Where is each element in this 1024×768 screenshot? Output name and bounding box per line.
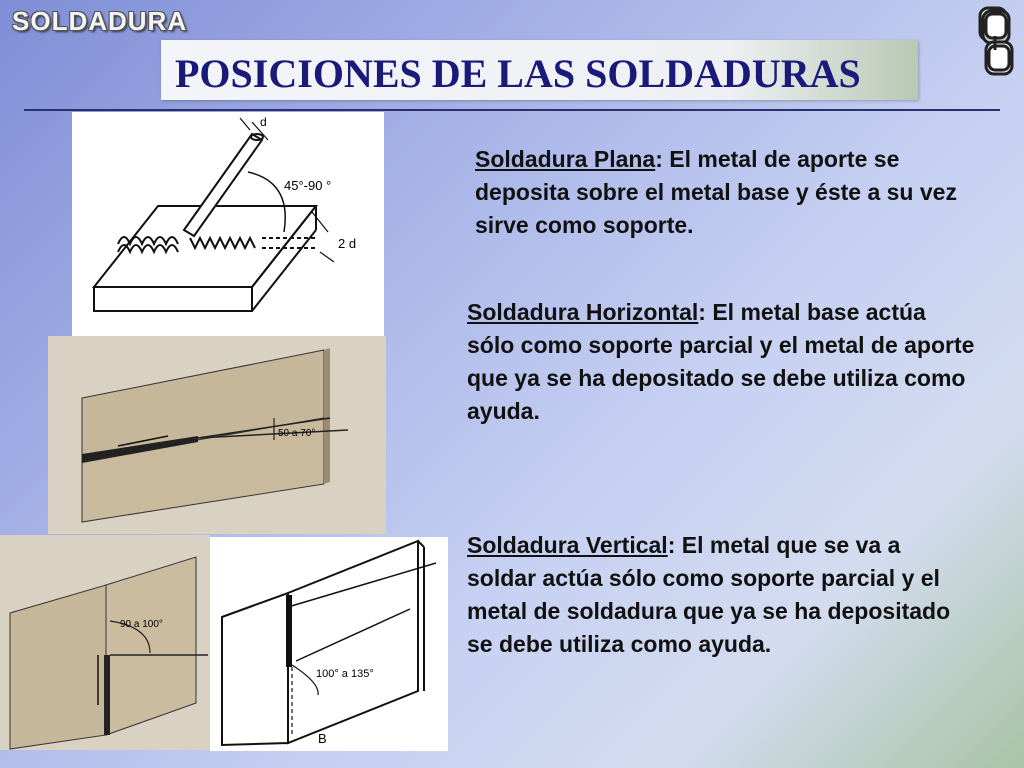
- desc-plana: : El metal de aporte se deposita sobre el metal base y éste a su vez sirve como soporte.: [475, 146, 957, 238]
- term-plana: Soldadura Plana: [475, 146, 656, 172]
- term-horizontal: Soldadura Horizontal: [467, 299, 699, 325]
- label-d: d: [260, 115, 267, 129]
- desc-horizontal: : El metal base actúa sólo como soporte parcial y el metal de aporte que ya se ha depositado se debe utiliza como ayuda.: [467, 299, 975, 424]
- section-plana: [475, 143, 975, 242]
- label-angle-horizontal: 50 a 70°: [278, 428, 316, 439]
- brand-label: SOLDADURA: [12, 6, 188, 36]
- label-angle-vertical-left: 90 a 100°: [120, 619, 163, 630]
- page-title: POSICIONES DE LAS SOLDADURAS: [175, 51, 861, 96]
- section-vertical: [467, 529, 957, 661]
- vertical-weld-photo-figure: [0, 535, 210, 750]
- section-horizontal: [467, 296, 977, 428]
- vertical-weld-drawing-figure: [210, 537, 448, 751]
- label-2d: 2 d: [338, 236, 357, 251]
- flat-weld-figure: [72, 112, 384, 336]
- label-angle-vertical-right: 100° a 135°: [316, 668, 374, 680]
- label-angle-flat: 45°-90 °: [284, 178, 332, 193]
- label-b: B: [318, 731, 327, 746]
- desc-vertical: : El metal que se va a soldar actúa sólo como soporte parcial y el metal de soldadura que ya se ha depositado se debe utiliza como ayuda.: [467, 532, 951, 657]
- title-divider: [24, 109, 1000, 111]
- term-vertical: Soldadura Vertical: [467, 532, 668, 558]
- chain-logo-icon: [975, 6, 1017, 82]
- horizontal-weld-figure: [48, 336, 386, 534]
